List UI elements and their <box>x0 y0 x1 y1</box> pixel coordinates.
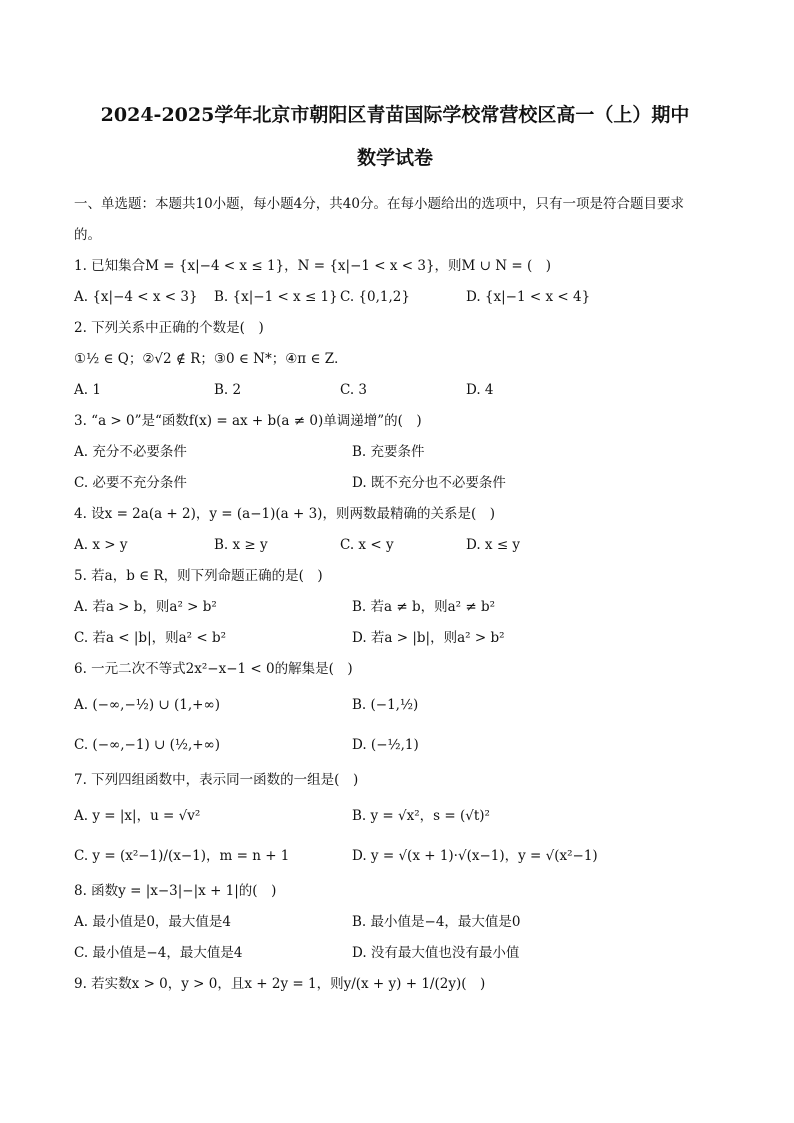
question-5-option-a: A. 若a > b，则a² > b² <box>74 599 217 615</box>
section-line2: 的。 <box>74 227 101 243</box>
question-7-option-b: B. y = √x²，s = (√t)² <box>352 808 490 824</box>
question-6-options <box>74 685 716 765</box>
section-line1: 一、单选题：本题共10小题，每小题4分，共40分。在每小题给出的选项中，只有一项是符合题目要求 <box>74 196 684 212</box>
question-2-option-a: A. 1 <box>74 382 101 398</box>
section-instructions <box>74 189 716 251</box>
question-8-option-b: B. 最小值是−4，最大值是0 <box>352 914 521 930</box>
question-5-option-d: D. 若a > |b|，则a² > b² <box>352 630 505 646</box>
question-8-option-a: A. 最小值是0，最大值是4 <box>74 914 232 930</box>
question-2-stem: 2. 下列关系中正确的个数是( ) <box>74 320 264 336</box>
question-4-options <box>74 530 716 561</box>
question-7-stem: 7. 下列四组函数中，表示同一函数的一组是( ) <box>74 772 359 788</box>
question-4-stem: 4. 设x = 2a(a + 2)，y = (a−1)(a + 3)，则两数最精确的关系是( ) <box>74 506 495 522</box>
question-6-option-a: A. (−∞,−½) ∪ (1,+∞) <box>74 697 220 713</box>
question-6-option-d: D. (−½,1) <box>352 737 419 753</box>
question-8-stem: 8. 函数y = |x−3|−|x + 1|的( ) <box>74 883 277 899</box>
question-5-options <box>74 592 716 654</box>
question-2-option-d: D. 4 <box>466 382 494 398</box>
question-4-option-a: A. x > y <box>74 537 128 553</box>
question-3-option-c: C. 必要不充分条件 <box>74 475 187 491</box>
question-3-options <box>74 437 716 499</box>
question-7-options <box>74 796 716 876</box>
question-6-option-b: B. (−1,½) <box>352 697 419 713</box>
question-8-option-c: C. 最小值是−4，最大值是4 <box>74 945 243 961</box>
question-7-option-c: C. y = (x²−1)/(x−1)，m = n + 1 <box>74 848 290 864</box>
question-3-option-b: B. 充要条件 <box>352 444 425 460</box>
exam-title-line1: 2024-2025学年北京市朝阳区青苗国际学校常营校区高一（上）期中 <box>100 104 690 126</box>
question-1-option-a: A. {x|−4 < x < 3} <box>74 289 198 305</box>
question-3-option-d: D. 既不充分也不必要条件 <box>352 475 506 491</box>
question-5-option-b: B. 若a ≠ b，则a² ≠ b² <box>352 599 495 615</box>
question-8-options <box>74 907 716 969</box>
question-6-option-c: C. (−∞,−1) ∪ (½,+∞) <box>74 737 221 753</box>
question-9-stem: 9. 若实数x > 0，y > 0，且x + 2y = 1，则y/(x + y) + 1/(2y)( ) <box>74 976 486 992</box>
question-2-statements: ①½ ∈ Q；②√2 ∉ R；③0 ∈ N*；④π ∈ Z． <box>74 351 348 367</box>
question-1-options <box>74 282 716 313</box>
question-2-options <box>74 375 716 406</box>
exam-title-line2: 数学试卷 <box>356 147 433 169</box>
question-5-stem: 5. 若a，b ∈ R，则下列命题正确的是( ) <box>74 568 323 584</box>
question-4-option-d: D. x ≤ y <box>466 537 521 553</box>
question-8-option-d: D. 没有最大值也没有最小值 <box>352 945 520 961</box>
question-2-option-b: B. 2 <box>214 382 242 398</box>
question-3-option-a: A. 充分不必要条件 <box>74 444 187 460</box>
question-5-option-c: C. 若a < |b|，则a² < b² <box>74 630 227 646</box>
question-1-option-b: B. {x|−1 < x ≤ 1} <box>214 289 338 305</box>
question-1-stem: 1. 已知集合M = {x|−4 < x ≤ 1}，N = {x|−1 < x < 3}，则M ∪ N = ( ) <box>74 258 552 274</box>
question-7-option-a: A. y = |x|，u = √v² <box>74 808 201 824</box>
question-7-option-d: D. y = √(x + 1)·√(x−1)，y = √(x²−1) <box>352 848 598 864</box>
question-1-option-d: D. {x|−1 < x < 4} <box>466 289 591 305</box>
question-6-stem: 6. 一元二次不等式2x²−x−1 < 0的解集是( ) <box>74 661 353 677</box>
question-1-option-c: C. {0,1,2} <box>340 289 410 305</box>
question-3-stem: 3. “a > 0”是“函数f(x) = ax + b(a ≠ 0)单调递增”的( ) <box>74 413 422 429</box>
question-2-option-c: C. 3 <box>340 382 368 398</box>
question-4-option-b: B. x ≥ y <box>214 537 268 553</box>
question-4-option-c: C. x < y <box>340 537 394 553</box>
